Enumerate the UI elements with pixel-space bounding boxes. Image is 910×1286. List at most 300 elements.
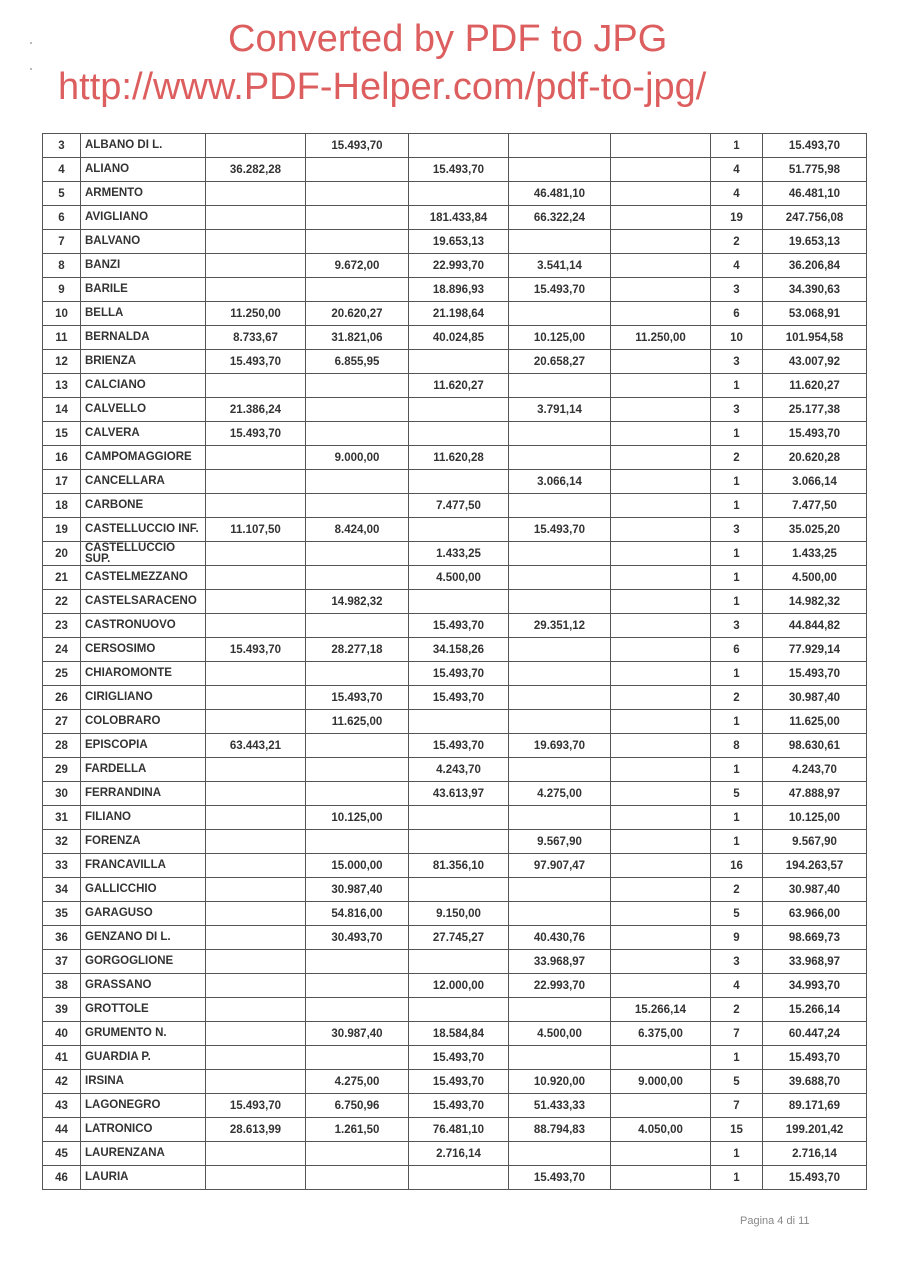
amount-col-1: 36.282,28 [206, 158, 306, 182]
amount-col-5 [611, 614, 711, 638]
amount-col-5 [611, 374, 711, 398]
row-index: 38 [43, 974, 81, 998]
municipality-name: FRANCAVILLA [81, 854, 206, 878]
municipality-name: LATRONICO [81, 1118, 206, 1142]
amount-col-4: 3.066,14 [509, 470, 611, 494]
amount-col-3: 9.150,00 [409, 902, 509, 926]
amount-col-4: 40.430,76 [509, 926, 611, 950]
table-row [43, 902, 867, 926]
total: 3.066,14 [763, 470, 867, 494]
total: 4.500,00 [763, 566, 867, 590]
table-row [43, 638, 867, 662]
amount-col-5 [611, 446, 711, 470]
amount-col-5 [611, 494, 711, 518]
total: 60.447,24 [763, 1022, 867, 1046]
row-index: 11 [43, 326, 81, 350]
row-index: 15 [43, 422, 81, 446]
total: 46.481,10 [763, 182, 867, 206]
amount-col-4: 22.993,70 [509, 974, 611, 998]
municipality-name: CALVERA [81, 422, 206, 446]
amount-col-2: 1.261,50 [306, 1118, 409, 1142]
table-row [43, 494, 867, 518]
total: 2.716,14 [763, 1142, 867, 1166]
amount-col-1 [206, 206, 306, 230]
amount-col-3: 2.716,14 [409, 1142, 509, 1166]
amount-col-3: 15.493,70 [409, 614, 509, 638]
amount-col-2: 8.424,00 [306, 518, 409, 542]
table-row [43, 1166, 867, 1190]
amount-col-2 [306, 1046, 409, 1070]
amount-col-5 [611, 902, 711, 926]
municipality-name: ALBANO DI L. [81, 134, 206, 158]
total: 44.844,82 [763, 614, 867, 638]
table-row [43, 302, 867, 326]
amount-col-2 [306, 398, 409, 422]
total: 15.493,70 [763, 1166, 867, 1190]
amount-col-4 [509, 230, 611, 254]
municipality-name: GORGOGLIONE [81, 950, 206, 974]
table-body [43, 134, 867, 1190]
municipality-name: LAURENZANA [81, 1142, 206, 1166]
amount-col-1: 15.493,70 [206, 350, 306, 374]
count: 1 [711, 806, 763, 830]
amount-col-2: 15.493,70 [306, 686, 409, 710]
amount-col-1 [206, 806, 306, 830]
municipality-name: CALCIANO [81, 374, 206, 398]
total: 98.630,61 [763, 734, 867, 758]
amount-col-5 [611, 878, 711, 902]
table-row [43, 806, 867, 830]
amount-col-2: 15.493,70 [306, 134, 409, 158]
amount-col-2 [306, 374, 409, 398]
total: 15.493,70 [763, 134, 867, 158]
amount-col-1 [206, 1022, 306, 1046]
amount-col-5: 15.266,14 [611, 998, 711, 1022]
amount-col-5 [611, 542, 711, 566]
total: 53.068,91 [763, 302, 867, 326]
count: 5 [711, 782, 763, 806]
amount-col-2 [306, 1142, 409, 1166]
amount-col-3: 19.653,13 [409, 230, 509, 254]
amount-col-1 [206, 542, 306, 566]
row-index: 12 [43, 350, 81, 374]
amount-col-1 [206, 1046, 306, 1070]
municipality-name: GRASSANO [81, 974, 206, 998]
count: 1 [711, 542, 763, 566]
table-row [43, 446, 867, 470]
total: 14.982,32 [763, 590, 867, 614]
amount-col-3: 22.993,70 [409, 254, 509, 278]
amount-col-5 [611, 206, 711, 230]
table-row [43, 206, 867, 230]
row-index: 19 [43, 518, 81, 542]
total: 36.206,84 [763, 254, 867, 278]
amount-col-1: 11.107,50 [206, 518, 306, 542]
amount-col-3 [409, 398, 509, 422]
amount-col-4 [509, 542, 611, 566]
count: 5 [711, 902, 763, 926]
table-row [43, 1142, 867, 1166]
row-index: 17 [43, 470, 81, 494]
amount-col-5 [611, 590, 711, 614]
amount-col-1 [206, 998, 306, 1022]
amount-col-1 [206, 662, 306, 686]
table-row [43, 542, 867, 566]
amount-col-2 [306, 614, 409, 638]
amount-col-4 [509, 158, 611, 182]
total: 63.966,00 [763, 902, 867, 926]
amount-col-5 [611, 950, 711, 974]
table-row [43, 950, 867, 974]
amount-col-3 [409, 878, 509, 902]
total: 11.625,00 [763, 710, 867, 734]
amount-col-2 [306, 206, 409, 230]
table-row [43, 854, 867, 878]
table-row [43, 1070, 867, 1094]
count: 1 [711, 1166, 763, 1190]
amount-col-1 [206, 470, 306, 494]
amount-col-5: 11.250,00 [611, 326, 711, 350]
amount-col-1 [206, 686, 306, 710]
count: 3 [711, 350, 763, 374]
table-row [43, 134, 867, 158]
amount-col-2: 30.987,40 [306, 1022, 409, 1046]
row-index: 3 [43, 134, 81, 158]
amount-col-3: 181.433,84 [409, 206, 509, 230]
municipality-name: CHIAROMONTE [81, 662, 206, 686]
amount-col-4 [509, 806, 611, 830]
amount-col-3: 18.896,93 [409, 278, 509, 302]
amount-col-5 [611, 1142, 711, 1166]
row-index: 35 [43, 902, 81, 926]
row-index: 6 [43, 206, 81, 230]
row-index: 42 [43, 1070, 81, 1094]
amount-col-2 [306, 494, 409, 518]
municipality-name: CASTELLUCCIO SUP. [81, 542, 206, 566]
amount-col-4: 4.275,00 [509, 782, 611, 806]
municipality-name: FILIANO [81, 806, 206, 830]
page-number: Pagina 4 di 11 [740, 1215, 810, 1227]
amount-col-3 [409, 590, 509, 614]
amount-col-4 [509, 710, 611, 734]
count: 3 [711, 950, 763, 974]
table-row [43, 614, 867, 638]
amount-col-2: 20.620,27 [306, 302, 409, 326]
count: 1 [711, 1046, 763, 1070]
watermark-converted: Converted by PDF to JPG [228, 18, 668, 60]
amount-col-4: 15.493,70 [509, 278, 611, 302]
municipality-name: BELLA [81, 302, 206, 326]
amount-col-4: 3.541,14 [509, 254, 611, 278]
amount-col-3: 27.745,27 [409, 926, 509, 950]
municipality-name: CASTELMEZZANO [81, 566, 206, 590]
municipality-name: BERNALDA [81, 326, 206, 350]
count: 9 [711, 926, 763, 950]
count: 1 [711, 374, 763, 398]
municipality-name: ALIANO [81, 158, 206, 182]
amount-col-3: 21.198,64 [409, 302, 509, 326]
amount-col-2 [306, 542, 409, 566]
total: 20.620,28 [763, 446, 867, 470]
total: 247.756,08 [763, 206, 867, 230]
amount-col-3: 43.613,97 [409, 782, 509, 806]
amount-col-5 [611, 1094, 711, 1118]
count: 2 [711, 686, 763, 710]
amount-col-2 [306, 950, 409, 974]
amount-col-2 [306, 182, 409, 206]
amount-col-2: 30.493,70 [306, 926, 409, 950]
row-index: 10 [43, 302, 81, 326]
municipality-name: EPISCOPIA [81, 734, 206, 758]
amount-col-2 [306, 422, 409, 446]
amount-col-5 [611, 974, 711, 998]
municipality-name: GALLICCHIO [81, 878, 206, 902]
amount-col-4 [509, 686, 611, 710]
count: 10 [711, 326, 763, 350]
count: 1 [711, 494, 763, 518]
amount-col-2: 30.987,40 [306, 878, 409, 902]
total: 43.007,92 [763, 350, 867, 374]
amount-col-4: 19.693,70 [509, 734, 611, 758]
amount-col-3 [409, 350, 509, 374]
total: 1.433,25 [763, 542, 867, 566]
row-index: 44 [43, 1118, 81, 1142]
amount-col-1 [206, 614, 306, 638]
amount-col-2 [306, 662, 409, 686]
amount-col-2: 11.625,00 [306, 710, 409, 734]
row-index: 40 [43, 1022, 81, 1046]
row-index: 4 [43, 158, 81, 182]
total: 98.669,73 [763, 926, 867, 950]
amount-col-3 [409, 470, 509, 494]
count: 1 [711, 470, 763, 494]
amount-col-4: 46.481,10 [509, 182, 611, 206]
municipality-name: GRUMENTO N. [81, 1022, 206, 1046]
amount-col-4: 97.907,47 [509, 854, 611, 878]
total: 33.968,97 [763, 950, 867, 974]
count: 5 [711, 1070, 763, 1094]
amount-col-2: 6.750,96 [306, 1094, 409, 1118]
amount-col-4: 15.493,70 [509, 518, 611, 542]
table-row [43, 230, 867, 254]
count: 2 [711, 446, 763, 470]
municipality-name: COLOBRARO [81, 710, 206, 734]
amount-col-3: 76.481,10 [409, 1118, 509, 1142]
amount-col-2: 31.821,06 [306, 326, 409, 350]
amount-col-4: 3.791,14 [509, 398, 611, 422]
amount-col-4 [509, 494, 611, 518]
municipality-name: LAURIA [81, 1166, 206, 1190]
total: 101.954,58 [763, 326, 867, 350]
row-index: 9 [43, 278, 81, 302]
amount-col-2: 4.275,00 [306, 1070, 409, 1094]
amount-col-1 [206, 566, 306, 590]
total: 4.243,70 [763, 758, 867, 782]
total: 194.263,57 [763, 854, 867, 878]
amount-col-5 [611, 254, 711, 278]
count: 6 [711, 638, 763, 662]
amount-col-3: 40.024,85 [409, 326, 509, 350]
amount-col-5 [611, 734, 711, 758]
amount-col-5 [611, 350, 711, 374]
amount-col-2 [306, 566, 409, 590]
row-index: 22 [43, 590, 81, 614]
count: 4 [711, 158, 763, 182]
amount-col-5 [611, 854, 711, 878]
amount-col-1 [206, 182, 306, 206]
table-row [43, 974, 867, 998]
total: 51.775,98 [763, 158, 867, 182]
municipality-name: GENZANO DI L. [81, 926, 206, 950]
amount-col-3: 1.433,25 [409, 542, 509, 566]
amount-col-5 [611, 470, 711, 494]
municipality-name: BALVANO [81, 230, 206, 254]
amount-col-3 [409, 998, 509, 1022]
amount-col-4 [509, 638, 611, 662]
amount-col-4 [509, 1046, 611, 1070]
row-index: 31 [43, 806, 81, 830]
row-index: 16 [43, 446, 81, 470]
amount-col-1 [206, 830, 306, 854]
total: 77.929,14 [763, 638, 867, 662]
amount-col-5 [611, 278, 711, 302]
amount-col-1: 63.443,21 [206, 734, 306, 758]
amount-col-4: 88.794,83 [509, 1118, 611, 1142]
row-index: 26 [43, 686, 81, 710]
count: 1 [711, 710, 763, 734]
row-index: 32 [43, 830, 81, 854]
table-row [43, 278, 867, 302]
amount-col-4 [509, 374, 611, 398]
municipality-name: CANCELLARA [81, 470, 206, 494]
amount-col-3 [409, 830, 509, 854]
total: 30.987,40 [763, 878, 867, 902]
municipality-name: GROTTOLE [81, 998, 206, 1022]
municipality-name: ARMENTO [81, 182, 206, 206]
amount-col-1 [206, 374, 306, 398]
amount-col-3: 4.243,70 [409, 758, 509, 782]
amount-col-1 [206, 926, 306, 950]
amount-col-2: 10.125,00 [306, 806, 409, 830]
count: 1 [711, 590, 763, 614]
amount-col-1 [206, 590, 306, 614]
amount-col-3: 15.493,70 [409, 158, 509, 182]
amount-col-5 [611, 806, 711, 830]
amount-col-5 [611, 158, 711, 182]
watermark-url: http://www.PDF-Helper.com/pdf-to-jpg/ [58, 66, 707, 108]
municipality-name: CIRIGLIANO [81, 686, 206, 710]
count: 1 [711, 758, 763, 782]
municipality-name: CASTELLUCCIO INF. [81, 518, 206, 542]
amount-col-3: 15.493,70 [409, 734, 509, 758]
amount-col-4 [509, 446, 611, 470]
amount-col-1: 15.493,70 [206, 422, 306, 446]
total: 7.477,50 [763, 494, 867, 518]
amount-col-1 [206, 1142, 306, 1166]
table-row [43, 878, 867, 902]
amount-col-4 [509, 878, 611, 902]
amount-col-4 [509, 662, 611, 686]
municipality-name: GARAGUSO [81, 902, 206, 926]
row-index: 18 [43, 494, 81, 518]
municipality-name: IRSINA [81, 1070, 206, 1094]
amount-col-3: 7.477,50 [409, 494, 509, 518]
row-index: 37 [43, 950, 81, 974]
count: 4 [711, 182, 763, 206]
amount-col-1 [206, 878, 306, 902]
amount-col-4 [509, 758, 611, 782]
amount-col-3 [409, 1166, 509, 1190]
municipality-name: CASTRONUOVO [81, 614, 206, 638]
table-row [43, 254, 867, 278]
total: 30.987,40 [763, 686, 867, 710]
count: 3 [711, 398, 763, 422]
count: 1 [711, 1142, 763, 1166]
table-row [43, 758, 867, 782]
amount-col-3: 11.620,27 [409, 374, 509, 398]
row-index: 30 [43, 782, 81, 806]
count: 16 [711, 854, 763, 878]
table-row [43, 1046, 867, 1070]
amount-col-2: 6.855,95 [306, 350, 409, 374]
table-row [43, 398, 867, 422]
amount-col-4 [509, 566, 611, 590]
count: 1 [711, 566, 763, 590]
row-index: 27 [43, 710, 81, 734]
amount-col-4 [509, 134, 611, 158]
amount-col-2: 9.672,00 [306, 254, 409, 278]
amount-col-1 [206, 446, 306, 470]
table-row [43, 1094, 867, 1118]
table-row [43, 686, 867, 710]
amount-col-4 [509, 998, 611, 1022]
amount-col-3: 18.584,84 [409, 1022, 509, 1046]
row-index: 24 [43, 638, 81, 662]
row-index: 41 [43, 1046, 81, 1070]
amount-col-2 [306, 782, 409, 806]
scan-speck [30, 68, 32, 70]
total: 25.177,38 [763, 398, 867, 422]
table-row [43, 518, 867, 542]
count: 7 [711, 1022, 763, 1046]
count: 6 [711, 302, 763, 326]
amount-col-4: 9.567,90 [509, 830, 611, 854]
amount-col-4: 10.125,00 [509, 326, 611, 350]
amount-col-5: 6.375,00 [611, 1022, 711, 1046]
amount-col-4 [509, 422, 611, 446]
count: 1 [711, 830, 763, 854]
amount-col-3 [409, 950, 509, 974]
amount-col-4 [509, 590, 611, 614]
total: 15.266,14 [763, 998, 867, 1022]
row-index: 8 [43, 254, 81, 278]
table-row [43, 710, 867, 734]
amount-col-1 [206, 494, 306, 518]
table-row [43, 782, 867, 806]
amount-col-5 [611, 782, 711, 806]
table-row [43, 1118, 867, 1142]
table-row [43, 566, 867, 590]
amount-col-3 [409, 710, 509, 734]
amount-col-1 [206, 254, 306, 278]
amount-col-2 [306, 230, 409, 254]
amount-col-5 [611, 422, 711, 446]
table-row [43, 998, 867, 1022]
table-row [43, 470, 867, 494]
count: 15 [711, 1118, 763, 1142]
amount-col-3: 15.493,70 [409, 1094, 509, 1118]
amount-col-1: 11.250,00 [206, 302, 306, 326]
